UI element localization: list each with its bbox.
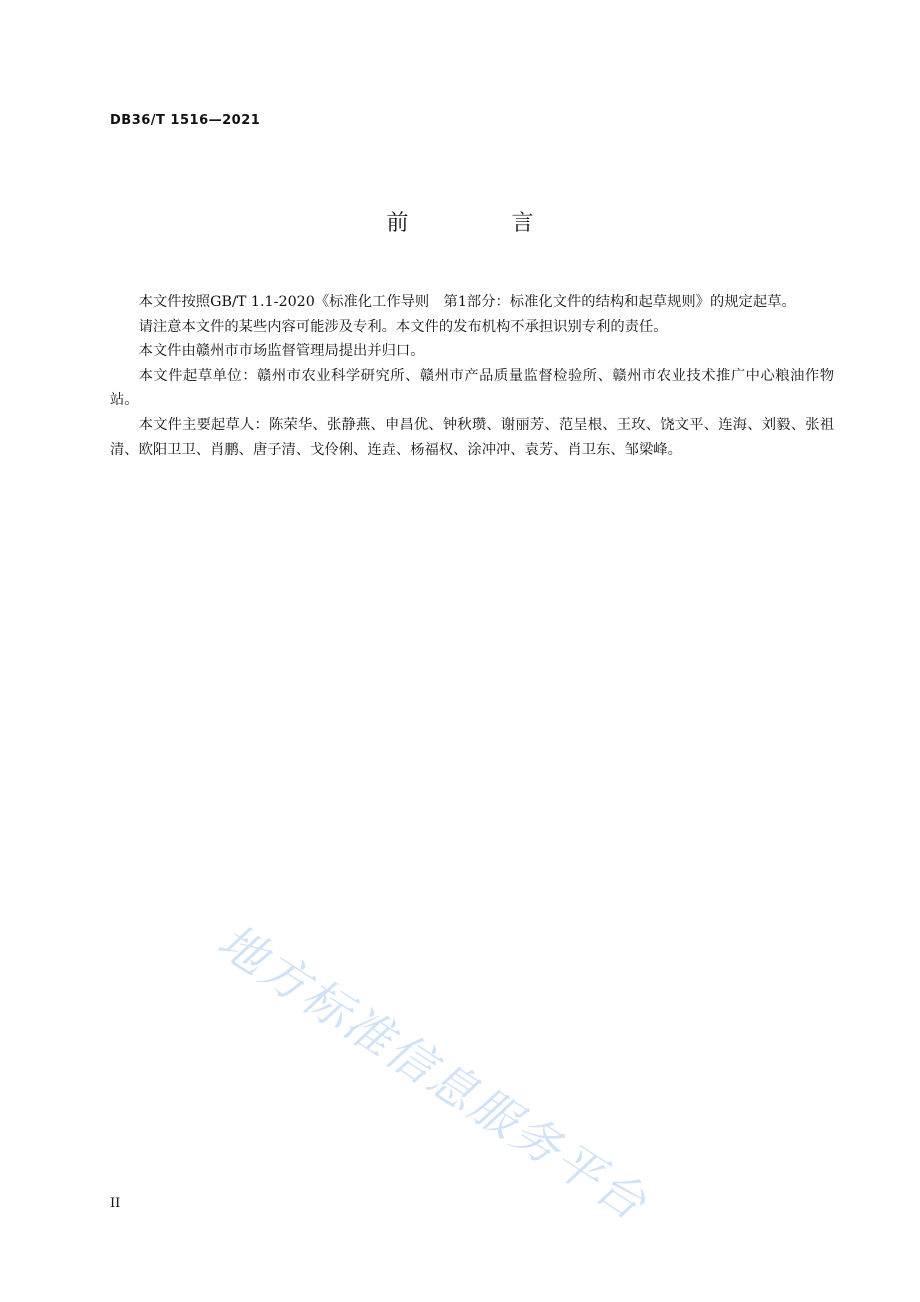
document-code: DB36/T 1516—2021 <box>110 113 261 128</box>
watermark: 地方标准信息服务平台 <box>207 913 658 1233</box>
paragraph-proposer: 本文件由赣州市市场监督管理局提出并归口。 <box>138 343 425 360</box>
page-number: II <box>110 1196 121 1211</box>
paragraph-drafting-units: 本文件起草单位：赣州市农业科学研究所、赣州市产品质量监督检验所、赣州市农业技术推广中心粮油作物站。 <box>110 367 834 409</box>
paragraph-patent-notice: 请注意本文件的某些内容可能涉及专利。本文件的发布机构不承担识别专利的责任。 <box>138 318 668 335</box>
foreword-body <box>110 290 834 462</box>
paragraph-drafters: 本文件主要起草人：陈荣华、张静燕、申昌优、钟秋瓒、谢丽芳、范呈根、王玫、饶文平、连海、刘毅、张祖清、欧阳卫卫、肖鹏、唐子清、戈伶俐、连垚、杨福权、涂冲冲、袁芳、肖卫东、邹梁峰。 <box>110 416 834 458</box>
paragraph-standard-basis: 本文件按照GB/T 1.1-2020《标准化工作导则 第1部分：标准化文件的结构和起草规则》的规定起草。 <box>138 294 796 310</box>
page-title: 前 言 <box>386 211 582 236</box>
